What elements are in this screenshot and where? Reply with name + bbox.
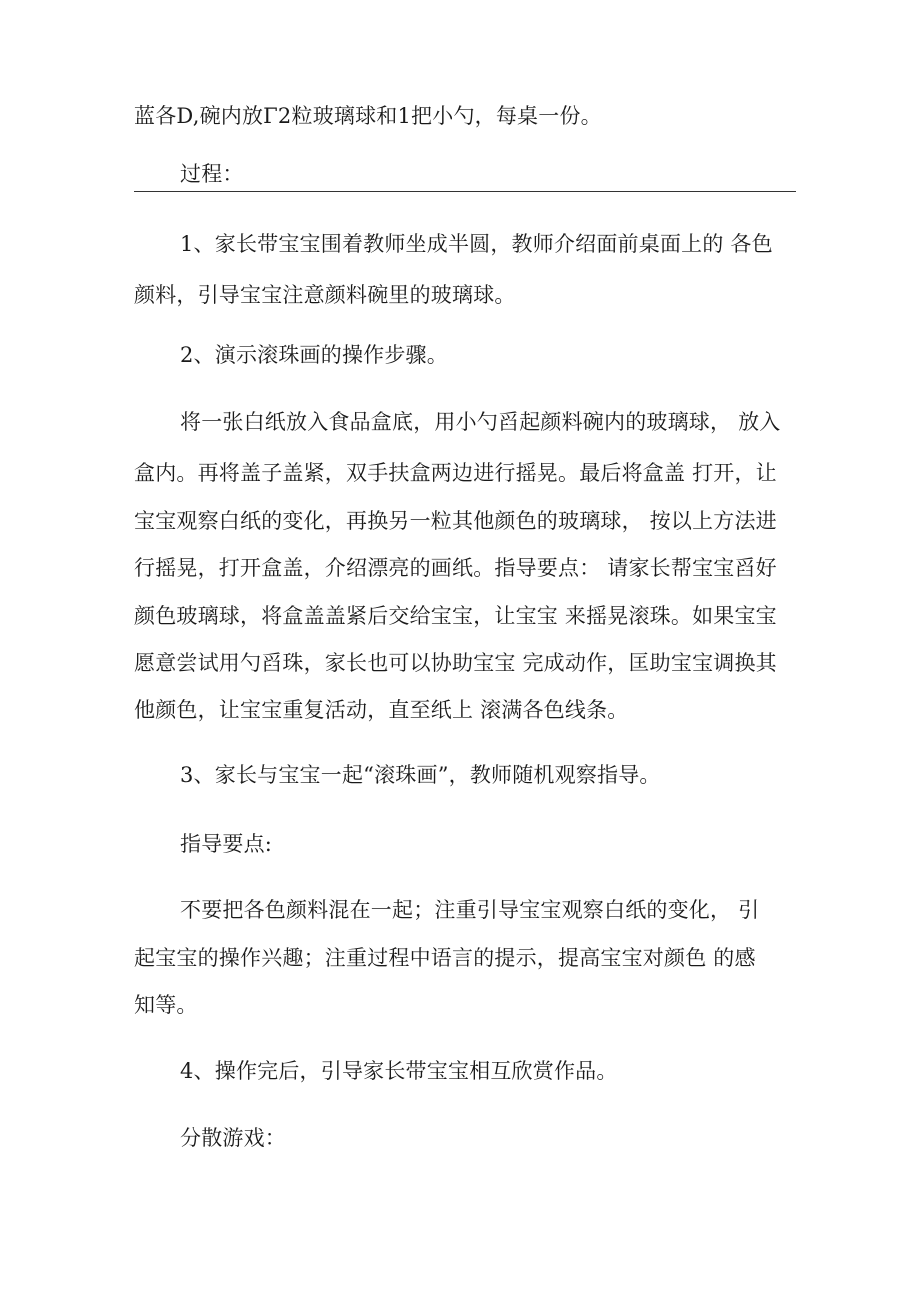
step-1-line-2: 颜料，引导宝宝注意颜料碗里的玻璃球。 <box>134 283 516 307</box>
guidance-heading: 指导要点: <box>180 832 273 856</box>
step-2-para-line-4: 行摇晃，打开盒盖，介绍漂亮的画纸。指导要点： 请家长帮宝宝舀好 <box>134 556 777 580</box>
step-3-heading: 3、家长与宝宝一起“滚珠画”，教师随机观察指导。 <box>180 763 661 787</box>
step-1-line-1: 1、家长带宝宝围着教师坐成半圆，教师介绍面前桌面上的 各色 <box>180 232 773 256</box>
section-heading-process: 过程： <box>180 162 244 186</box>
step-2-heading: 2、演示滚珠画的操作步骤。 <box>180 343 448 367</box>
step-2-para-line-6: 愿意尝试用勺舀珠，家长也可以协助宝宝 完成动作，匡助宝宝调换其 <box>134 651 777 675</box>
step-2-para-line-3: 宝宝观察白纸的变化，再换另一粒其他颜色的玻璃球， 按以上方法进 <box>134 509 777 533</box>
step-2-para-line-1: 将一张白纸放入食品盒底，用小勺舀起颜料碗内的玻璃球， 放入 <box>180 410 781 434</box>
guidance-line-3: 知等。 <box>134 993 198 1017</box>
step-2-para-line-7: 他颜色，让宝宝重复活动，直至纸上 滚满各色线条。 <box>134 698 629 722</box>
text-line-1: 蓝各D,碗内放Γ2粒玻璃球和1把小勺，每桌一份。 <box>134 104 602 128</box>
guidance-line-2: 起宝宝的操作兴趣；注重过程中语言的提示，提高宝宝对颜色 的感 <box>134 946 756 970</box>
guidance-line-1: 不要把各色颜料混在一起；注重引导宝宝观察白纸的变化， 引 <box>180 898 760 922</box>
step-2-para-line-5: 颜色玻璃球，将盒盖盖紧后交给宝宝，让宝宝 来摇晃滚珠。如果宝宝 <box>134 604 777 628</box>
section-heading-free-play: 分散游戏： <box>180 1126 286 1150</box>
step-2-para-line-2: 盒内。再将盖子盖紧，双手扶盒两边进行摇晃。最后将盒盖 打开，让 <box>134 461 777 485</box>
step-4-heading: 4、操作完后，引导家长带宝宝相互欣赏作品。 <box>180 1059 618 1083</box>
horizontal-rule <box>134 191 796 192</box>
